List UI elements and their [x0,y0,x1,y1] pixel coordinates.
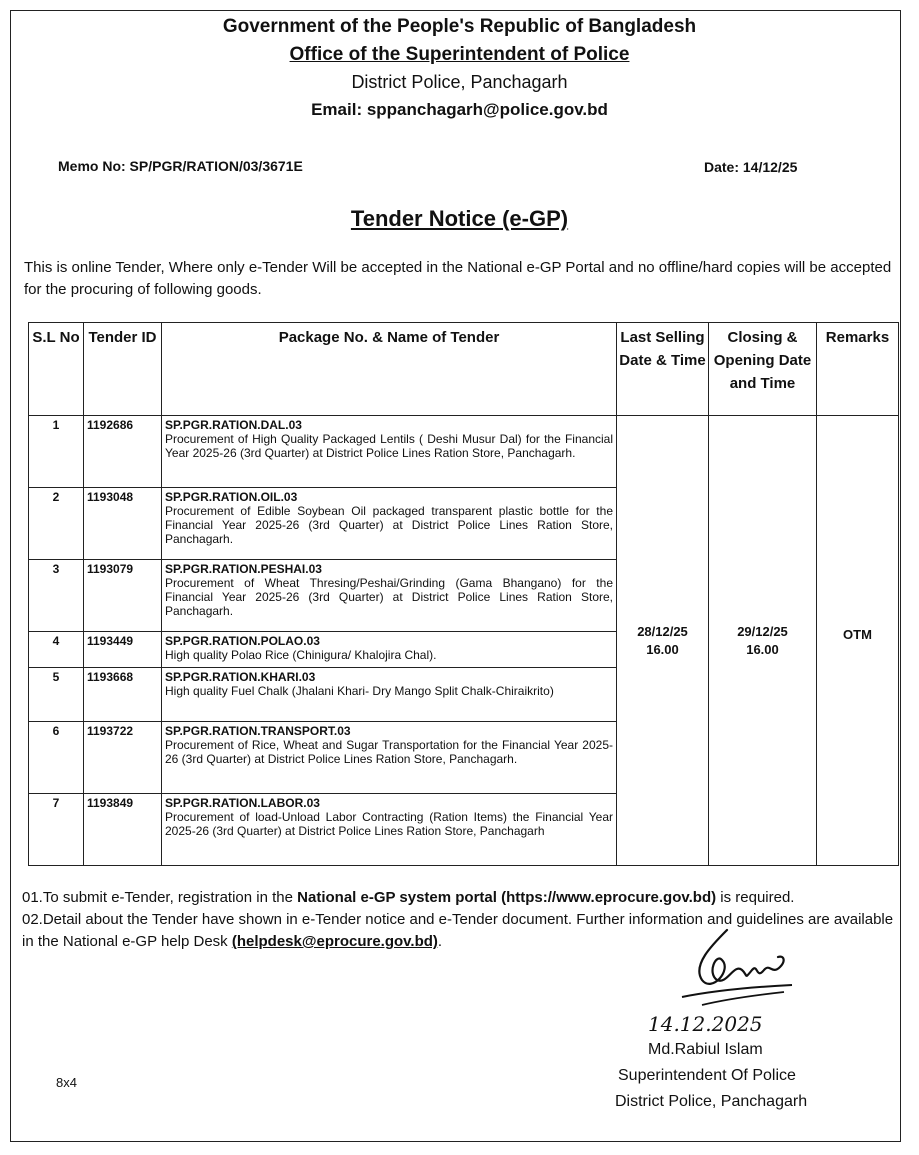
last-selling-cell [617,416,709,866]
header-sl: S.L No [29,323,84,416]
remarks-cell [817,416,899,866]
package-code: SP.PGR.RATION.OIL.03 [165,490,298,504]
row-sl: 5 [29,668,84,722]
row-package [162,632,617,668]
last-selling-date: 28/12/25 [637,623,688,639]
package-code: SP.PGR.RATION.KHARI.03 [165,670,316,684]
row-package [162,722,617,794]
package-code: SP.PGR.RATION.TRANSPORT.03 [165,724,351,738]
closing-cell [709,416,817,866]
closing-date: 29/12/25 [737,623,788,639]
last-selling-time: 16.00 [646,641,679,657]
note-2-prefix: 02.Detail about the Tender have shown in e-Tender notice and e-Tender document. Further information and guidelines are available in the National e-GP help Desk [22,911,894,950]
signatory-name: Md.Rabiul Islam [648,1041,763,1058]
district-heading: District Police, Panchagarh [351,72,568,92]
row-package [162,668,617,722]
notice-date: Date: 14/12/25 [704,159,798,175]
row-sl: 7 [29,794,84,866]
header-tender-id: Tender ID [84,323,162,416]
row-sl: 4 [29,632,84,668]
table-row [29,416,899,488]
intro-paragraph: This is online Tender, Where only e-Tender Will be accepted in the National e-GP Portal and no offline/hard copies will be accepted for the procuring of following goods. [24,259,892,298]
note-1-suffix: is required. [716,889,795,906]
remarks-value: OTM [843,626,872,642]
package-description: Procurement of Edible Soybean Oil packaged transparent plastic bottle for the Financial Year 2025-26 (3rd Quarter) at District Police Lines Ration Store, Panchagarh. [165,504,613,546]
package-description: Procurement of load-Unload Labor Contracting (Ration Items) the Financial Year 2025-26 (3rd Quarter) at District Police Lines Ration Store, Panchagarh [165,810,613,838]
helpdesk-email-link[interactable]: (helpdesk@eprocure.gov.bd) [231,933,438,950]
package-code: SP.PGR.RATION.PESHAI.03 [165,562,322,576]
header-closing: Closing & Opening Date and Time [709,323,817,416]
package-code: SP.PGR.RATION.DAL.03 [165,418,302,432]
row-tender-id: 1193449 [84,632,162,668]
package-description: High quality Fuel Chalk (Jhalani Khari- Dry Mango Split Chalk-Chiraikrito) [165,684,554,698]
signature-scribble [672,925,802,1010]
row-tender-id: 1193849 [84,794,162,866]
header-package: Package No. & Name of Tender [162,323,617,416]
package-description: Procurement of Wheat Thresing/Peshai/Grinding (Gama Bhangano) for the Financial Year 2025-26 (3rd Quarter) at District Police Lines Ration Store, Panchagarh. [165,576,613,618]
row-sl: 6 [29,722,84,794]
signatory-office: District Police, Panchagarh [615,1093,808,1110]
egp-portal-link[interactable]: National e-GP system portal (https://www.eprocure.gov.bd) [297,889,717,906]
note-1-prefix: 01.To submit e-Tender, registration in the [22,889,298,906]
note-2-suffix: . [437,933,443,950]
footer-code: 8x4 [56,1075,77,1090]
package-description: High quality Polao Rice (Chinigura/ Khalojira Chal). [165,648,437,662]
row-sl: 1 [29,416,84,488]
tender-table [28,322,899,866]
email-heading: Email: sppanchagarh@police.gov.bd [311,100,608,119]
closing-time: 16.00 [746,641,779,657]
row-tender-id: 1192686 [84,416,162,488]
memo-number: Memo No: SP/PGR/RATION/03/3671E [58,158,303,174]
row-sl: 2 [29,488,84,560]
notice-title: Tender Notice (e-GP) [350,206,569,231]
package-description: Procurement of Rice, Wheat and Sugar Transportation for the Financial Year 2025-26 (3rd Quarter) at District Police Lines Ration Store, Panchagarh. [165,738,613,766]
package-code: SP.PGR.RATION.LABOR.03 [165,796,320,810]
office-heading: Office of the Superintendent of Police [289,44,630,65]
note-1 [22,887,902,909]
row-package [162,794,617,866]
row-package [162,560,617,632]
row-sl: 3 [29,560,84,632]
row-package [162,488,617,560]
header-last-selling: Last Selling Date & Time [617,323,709,416]
row-tender-id: 1193722 [84,722,162,794]
package-code: SP.PGR.RATION.POLAO.03 [165,634,320,648]
signatory-role: Superintendent Of Police [618,1067,796,1084]
row-tender-id: 1193048 [84,488,162,560]
govt-heading: Government of the People's Republic of Bangladesh [222,16,697,37]
package-description: Procurement of High Quality Packaged Lentils ( Deshi Musur Dal) for the Financial Year 2025-26 (3rd Quarter) at District Police Lines Ration Store, Panchagarh. [165,432,613,460]
row-tender-id: 1193079 [84,560,162,632]
row-tender-id: 1193668 [84,668,162,722]
header-remarks: Remarks [817,323,899,416]
row-package [162,416,617,488]
signature-date: 14.12.2025 [648,1012,763,1036]
